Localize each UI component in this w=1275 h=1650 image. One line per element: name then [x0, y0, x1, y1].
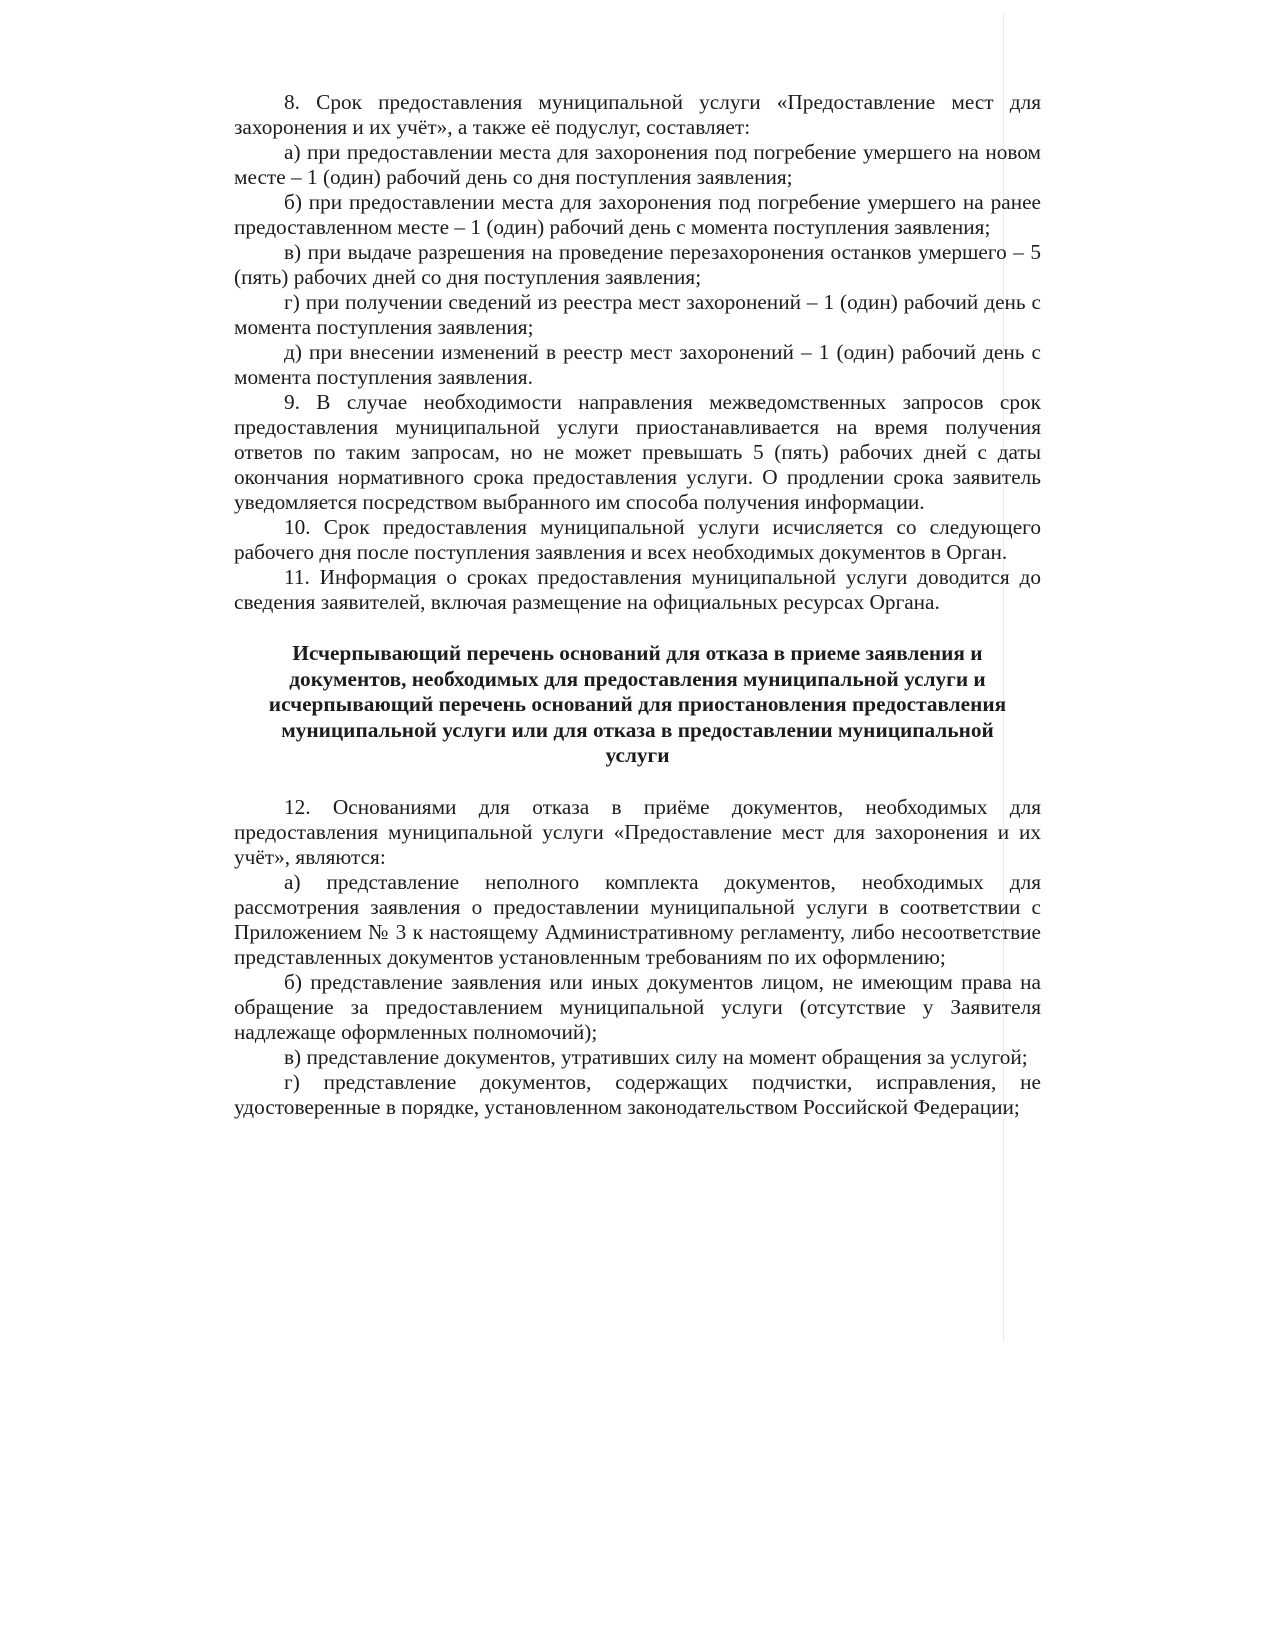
paragraph-8b: б) при предоставлении места для захоронения под погребение умершего на ранее предоставленном месте – 1 (один) рабочий день с момента поступления заявления;: [234, 190, 1041, 239]
paragraph-9: 9. В случае необходимости направления межведомственных запросов срок предоставления муниципальной услуги приостанавливается на время получения ответов по таким запросам, но не может превышать 5 (пять) рабочих дней с даты окончания нормативного срока предоставления услуги. О продлении срока заявитель уведомляется посредством выбранного им способа получения информации.: [234, 390, 1041, 514]
paragraph-8v: в) при выдаче разрешения на проведение перезахоронения останков умершего – 5 (пять) рабочих дней со дня поступления заявления;: [234, 240, 1041, 289]
paragraph-8a: а) при предоставлении места для захоронения под погребение умершего на новом месте – 1 (один) рабочий день со дня поступления заявления;: [234, 140, 1041, 189]
paragraph-8d: д) при внесении изменений в реестр мест захоронений – 1 (один) рабочий день с момента поступления заявления.: [234, 340, 1041, 389]
section-heading: [234, 641, 1041, 769]
paragraph-12b: б) представление заявления или иных документов лицом, не имеющим права на обращение за предоставлением муниципальной услуги (отсутствие у Заявителя надлежаще оформленных полномочий);: [234, 969, 1041, 1044]
section-heading-line: документов, необходимых для предоставления муниципальной услуги и: [289, 666, 986, 691]
paragraph-10: 10. Срок предоставления муниципальной услуги исчисляется со следующего рабочего дня после поступления заявления и всех необходимых документов в Орган.: [234, 515, 1041, 564]
paragraph-12: 12. Основаниями для отказа в приёме документов, необходимых для предоставления муниципальной услуги «Предоставление мест для захоронения и их учёт», являются:: [234, 794, 1041, 869]
section-heading-line: Исчерпывающий перечень оснований для отказа в приеме заявления и: [292, 641, 983, 665]
paragraph-12g: г) представление документов, содержащих подчистки, исправления, не удостоверенные в порядке, установленном законодательством Российской Федерации;: [234, 1069, 1041, 1119]
paragraph-8: 8. Срок предоставления муниципальной услуги «Предоставление мест для захоронения и их учёт», а также её подуслуг, составляет:: [234, 90, 1041, 139]
section-heading-line: муниципальной услуги или для отказа в предоставлении муниципальной: [281, 717, 994, 742]
paragraph-12a: а) представление неполного комплекта документов, необходимых для рассмотрения заявления о предоставлении муниципальной услуги в соответствии с Приложением № 3 к настоящему Административному регламенту, либо несоответствие представленных документов установленным требованиям по их оформлению;: [234, 869, 1041, 969]
document-body: [234, 90, 1041, 1120]
paragraph-11: 11. Информация о сроках предоставления муниципальной услуги доводится до сведения заявителей, включая размещение на официальных ресурсах Органа.: [234, 565, 1041, 614]
paragraph-12v: в) представление документов, утративших силу на момент обращения за услугой;: [284, 1044, 1028, 1069]
section-heading-line: услуги: [605, 743, 670, 767]
paragraph-8g: г) при получении сведений из реестра мест захоронений – 1 (один) рабочий день с момента поступления заявления;: [234, 290, 1041, 339]
section-heading-line: исчерпывающий перечень оснований для приостановления предоставления: [268, 692, 1007, 716]
